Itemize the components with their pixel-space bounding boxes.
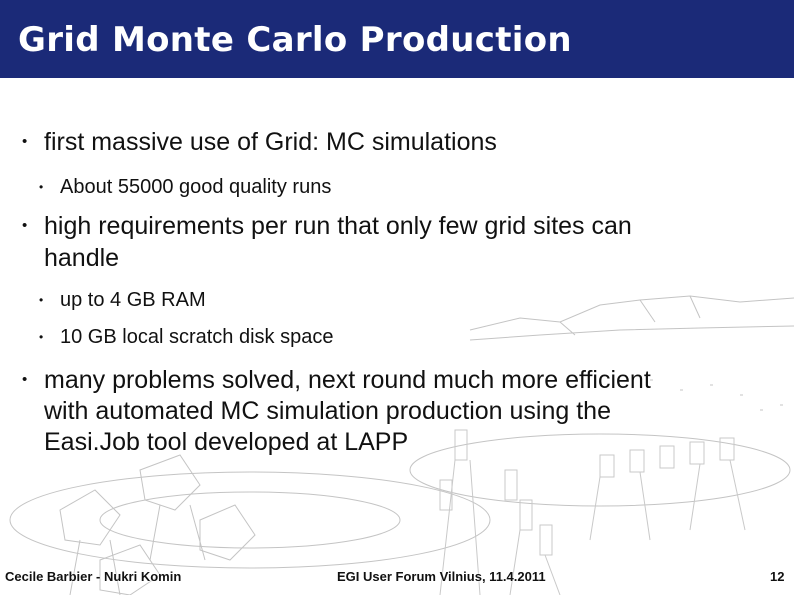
- bullet-dot-icon: •: [39, 330, 44, 344]
- bullet-dot-icon: •: [39, 293, 44, 307]
- footer-authors: Cecile Barbier - Nukri Komin: [5, 569, 182, 584]
- bullet-continuation: [44, 426, 408, 458]
- bullet-continuation: [44, 242, 119, 274]
- footer-event: EGI User Forum Vilnius, 11.4.2011: [337, 569, 546, 584]
- bullet-text: many problems solved, next round much more efficient: [44, 366, 651, 394]
- bullet-dot-icon: •: [39, 180, 44, 194]
- title-bar: [0, 0, 794, 78]
- bullet-dot-icon: •: [22, 217, 28, 234]
- bullet-text: first massive use of Grid: MC simulations: [44, 128, 497, 156]
- bullet-text: with automated MC simulation production using the: [44, 397, 611, 425]
- bullet-text: handle: [44, 244, 120, 272]
- bullet-continuation: [44, 395, 611, 427]
- bullet-dot-icon: •: [22, 133, 28, 150]
- sub-bullet-item: [39, 287, 206, 313]
- slide-title: Grid Monte Carlo Production: [18, 20, 572, 60]
- bullet-item: [22, 126, 497, 158]
- bullet-text: high requirements per run that only few grid sites can: [44, 212, 632, 240]
- sub-bullet-text: About 55000 good quality runs: [60, 176, 332, 198]
- bullet-item: [22, 364, 651, 396]
- sub-bullet-item: [39, 174, 332, 200]
- bullet-dot-icon: •: [22, 371, 28, 388]
- sub-bullet-item: [39, 324, 334, 350]
- bullet-text: Easi.Job tool developed at LAPP: [44, 428, 409, 456]
- bullet-item: [22, 210, 632, 242]
- sub-bullet-text: up to 4 GB RAM: [60, 289, 206, 311]
- sub-bullet-text: 10 GB local scratch disk space: [60, 326, 334, 348]
- page-number: 12: [770, 569, 785, 584]
